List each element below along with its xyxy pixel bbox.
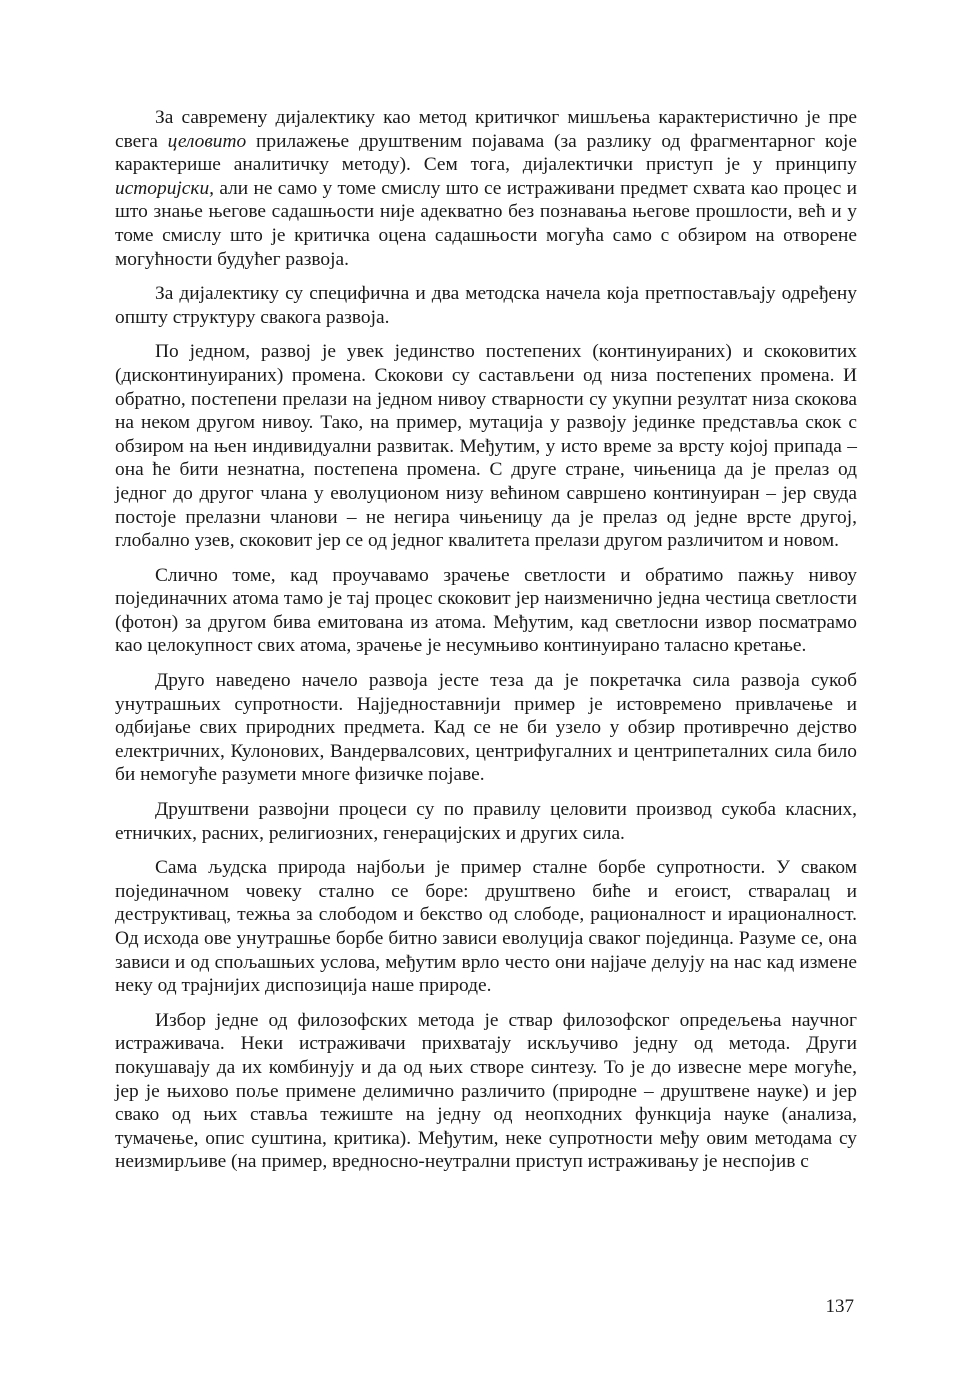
paragraph-3: По једном, развој је увек јединство постепених (континуираних) и скоковитих (дисконтинуираних) промена. Скокови су састављени од низа постепених промена. И обратно, постепени прелази на једном нивоу стварности су укупни резултат низа скокова на неком другом нивоу. Тако, на пример, мутација у развоју јединке представља скок с обзиром на њен индивидуални развитак. Међутим, у исто време за врсту којој припада – она ће бити незнатна, постепена промена. С друге стране, чињеница да је прелаз од једног до другог члана у еволуционом низу већином савршено континуиран – јер свуда постоје прелазни чланови – не негира чињеницу да је прелаз од једне врсте другој, глобално узев, скоковит јер се од једног квалитета прелази другом различитом и новом. — [115, 341, 857, 552]
paragraph-7: Сама људска природа најбољи је пример сталне борбе супротности. У сваком појединачном човеку стално се боре: друштвено биће и егоист, стваралац и деструктивац, тежња за слободом и бекство од слободе, рационалност и ирационалност. Од исхода ове унутрашње борбе битно зависи еволуција сваког појединца. Разуме се, она зависи и од спољашњих услова, међутим врло често они најјаче делују на нас кад измене неку од трајнијих диспозиција наше природе. — [115, 857, 857, 997]
p1-text-c: прилажење друштвеним појавама (за разлику од фрагментарног које карактерише аналитичку методу). Сем тога, дијалектички приступ је у принципу — [115, 130, 857, 176]
paragraph-5: Друго наведено начело развоја јесте теза да је покретачка сила развоја сукоб унутрашњих супротности. Најједноставнији пример је истовремено привлачење и одбијање свих природних предмета. Кад се не би узело у обзир противречно дејство електричних, Кулонових, Вандервалсових, центрифугалних и центрипеталних сила било би немогуће разумети многе физичке појаве. — [115, 670, 857, 786]
paragraph-1 — [115, 106, 857, 271]
paragraph-6: Друштвени развојни процеси су по правилу целовити производ сукоба класних, етничких, расних, религиозних, генерацијских и других сила. — [115, 799, 857, 844]
p1-emphasis-holistic: целовито — [167, 130, 247, 152]
page-number: 137 — [825, 1296, 854, 1317]
paragraph-2: За дијалектику су специфична и два методска начела која претпостављају одређену општу структуру свакога развоја. — [115, 283, 857, 328]
p1-emphasis-historical: историјски, — [115, 177, 214, 199]
p1-text-a: За савремену дијалектику као метод критичког мишљења карактеристично је пре свега — [115, 107, 857, 152]
paragraph-8: Избор једне од филозофских метода је ствар филозофског опредељења научног истраживача. Неки истраживачи прихватају искључиво једну од метода. Други покушавају да их комбинују и да од њих створе синтезу. То је до извесне мере могуће, јер је њихово поље примене делимично различито (природне – друштвене науке) и јер свако од њих ставља тежиште на једну од неопходних функција науке (анализа, тумачење, опис суштина, критика). Међутим, неке супротности међу овим методама су неизмирљиве (на пример, вредносно-неутрални приступ истраживању је неспојив с — [115, 1009, 857, 1173]
p1-text-e: али не само у томе смислу што се истраживани предмет схвата као процес и што знање његове садашњости није адекватно без познавања његове прошлости, већ и у томе смислу што је критичка оцена садашњости могућа само с обзиром на отворене могућности будућег развоја. — [115, 177, 857, 270]
page-body — [115, 106, 857, 1185]
paragraph-4: Слично томе, кад проучавамо зрачење светлости и обратимо пажњу нивоу појединачних атома тамо је тај процес скоковит јер наизменично једна честица светлости (фотон) за другом бива емитована из атома. Међутим, кад светлосни извор посматрамо као целокупност свих атома, зрачење је несумњиво континуирано таласно кретање. — [115, 564, 857, 657]
